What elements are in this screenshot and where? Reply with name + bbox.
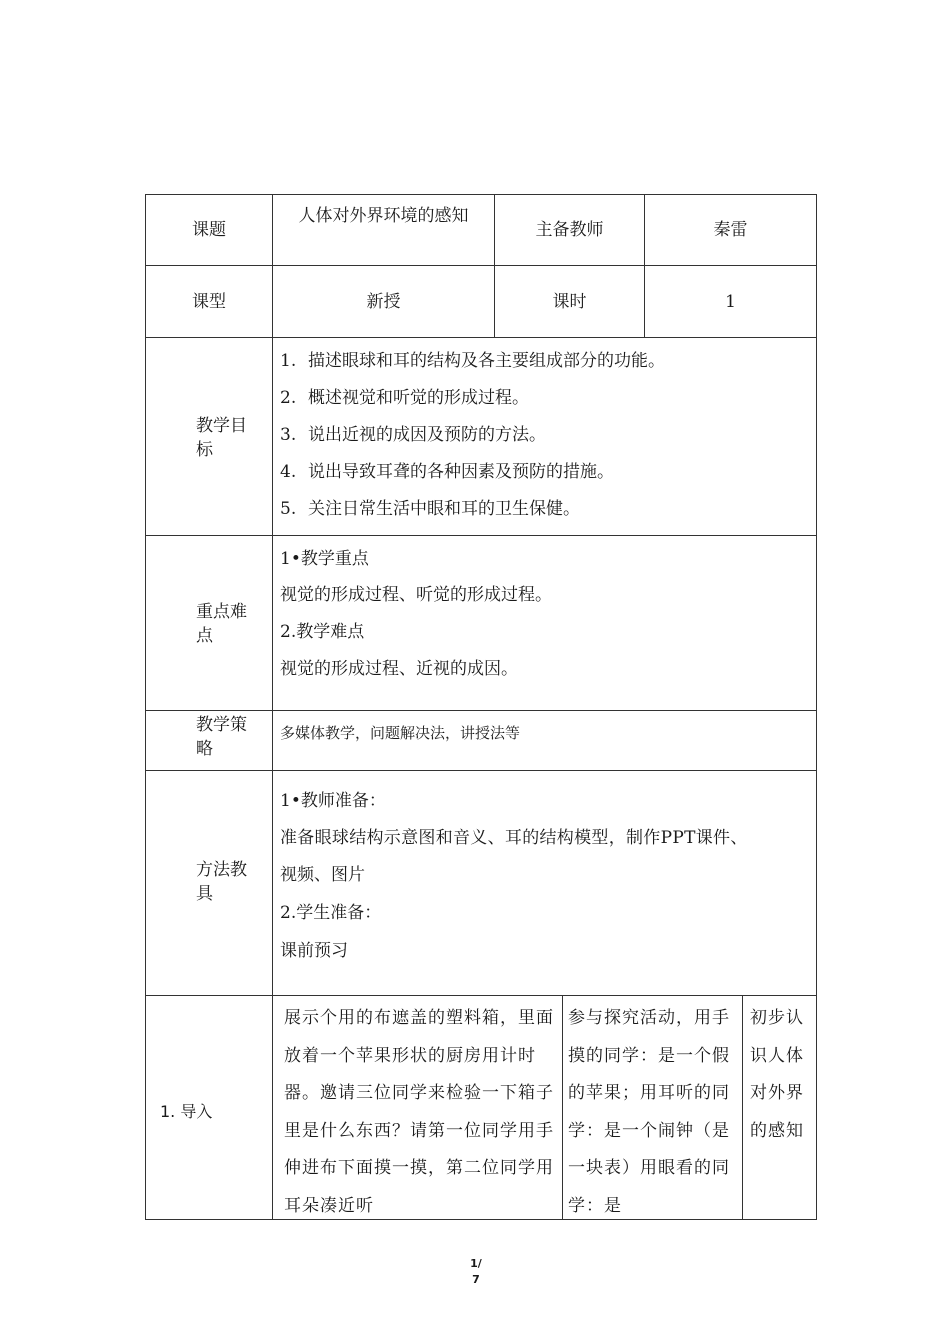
design-intent: 初步认识人体对外界的感知: [750, 1008, 804, 1141]
page-number-total: 7: [472, 1273, 480, 1286]
keypoint-line: 视觉的形成过程、听觉的形成过程。: [280, 585, 552, 605]
teacher-label: 主备教师: [535, 220, 604, 240]
hours-value: 1: [725, 291, 736, 312]
strategy-label: 教学策略: [196, 715, 247, 759]
intro-label: 1. 导入: [160, 1102, 213, 1121]
goal-item: 3. 说出近视的成因及预防的方法。: [280, 425, 546, 445]
goal-item: 4. 说出导致耳聋的各种因素及预防的措施。: [280, 462, 614, 482]
goals-label: 教学目标: [196, 416, 247, 460]
course-label: 课题: [192, 220, 226, 240]
method-line: 1•教师准备：: [280, 791, 386, 811]
student-activity: 参与探究活动，用手摸的同学：是一个假的苹果；用耳听的同学：是一个闹钟（是一块表）用眼看的同学：是: [568, 1008, 730, 1216]
methods-label: 方法教具: [196, 860, 247, 904]
type-label: 课型: [192, 291, 226, 312]
keypoint-line: 2.教学难点: [280, 622, 365, 642]
hours-label: 课时: [552, 291, 587, 312]
method-line: 视频、图片: [280, 865, 365, 885]
method-line: 2.学生准备：: [280, 903, 382, 923]
page-number-current: 1/: [470, 1257, 482, 1270]
type-value: 新授: [366, 291, 401, 312]
keypoint-line: 1•教学重点: [280, 549, 369, 569]
teacher-name: 秦雷: [713, 220, 748, 240]
strategy-value: 多媒体教学，问题解决法，讲授法等: [280, 724, 521, 742]
method-line: 课前预习: [280, 941, 348, 961]
goal-item: 2. 概述视觉和听觉的形成过程。: [280, 388, 529, 408]
method-line: 准备眼球结构示意图和音义、耳的结构模型，制作PPT课件、: [280, 828, 748, 848]
teacher-activity: 展示个用的布遮盖的塑料箱，里面放着一个苹果形状的厨房用计时器。邀请三位同学来检验一下箱子里是什么东西？请第一位同学用手伸进布下面摸一摸，第二位同学用耳朵凑近听: [284, 1008, 554, 1216]
goal-item: 5. 关注日常生活中眼和耳的卫生保健。: [280, 499, 580, 519]
keypoints-label: 重点难点: [196, 602, 247, 646]
course-title: 人体对外界环境的感知: [298, 206, 469, 226]
keypoint-line: 视觉的形成过程、近视的成因。: [280, 659, 518, 679]
goal-item: 1. 描述眼球和耳的结构及各主要组成部分的功能。: [280, 351, 665, 371]
